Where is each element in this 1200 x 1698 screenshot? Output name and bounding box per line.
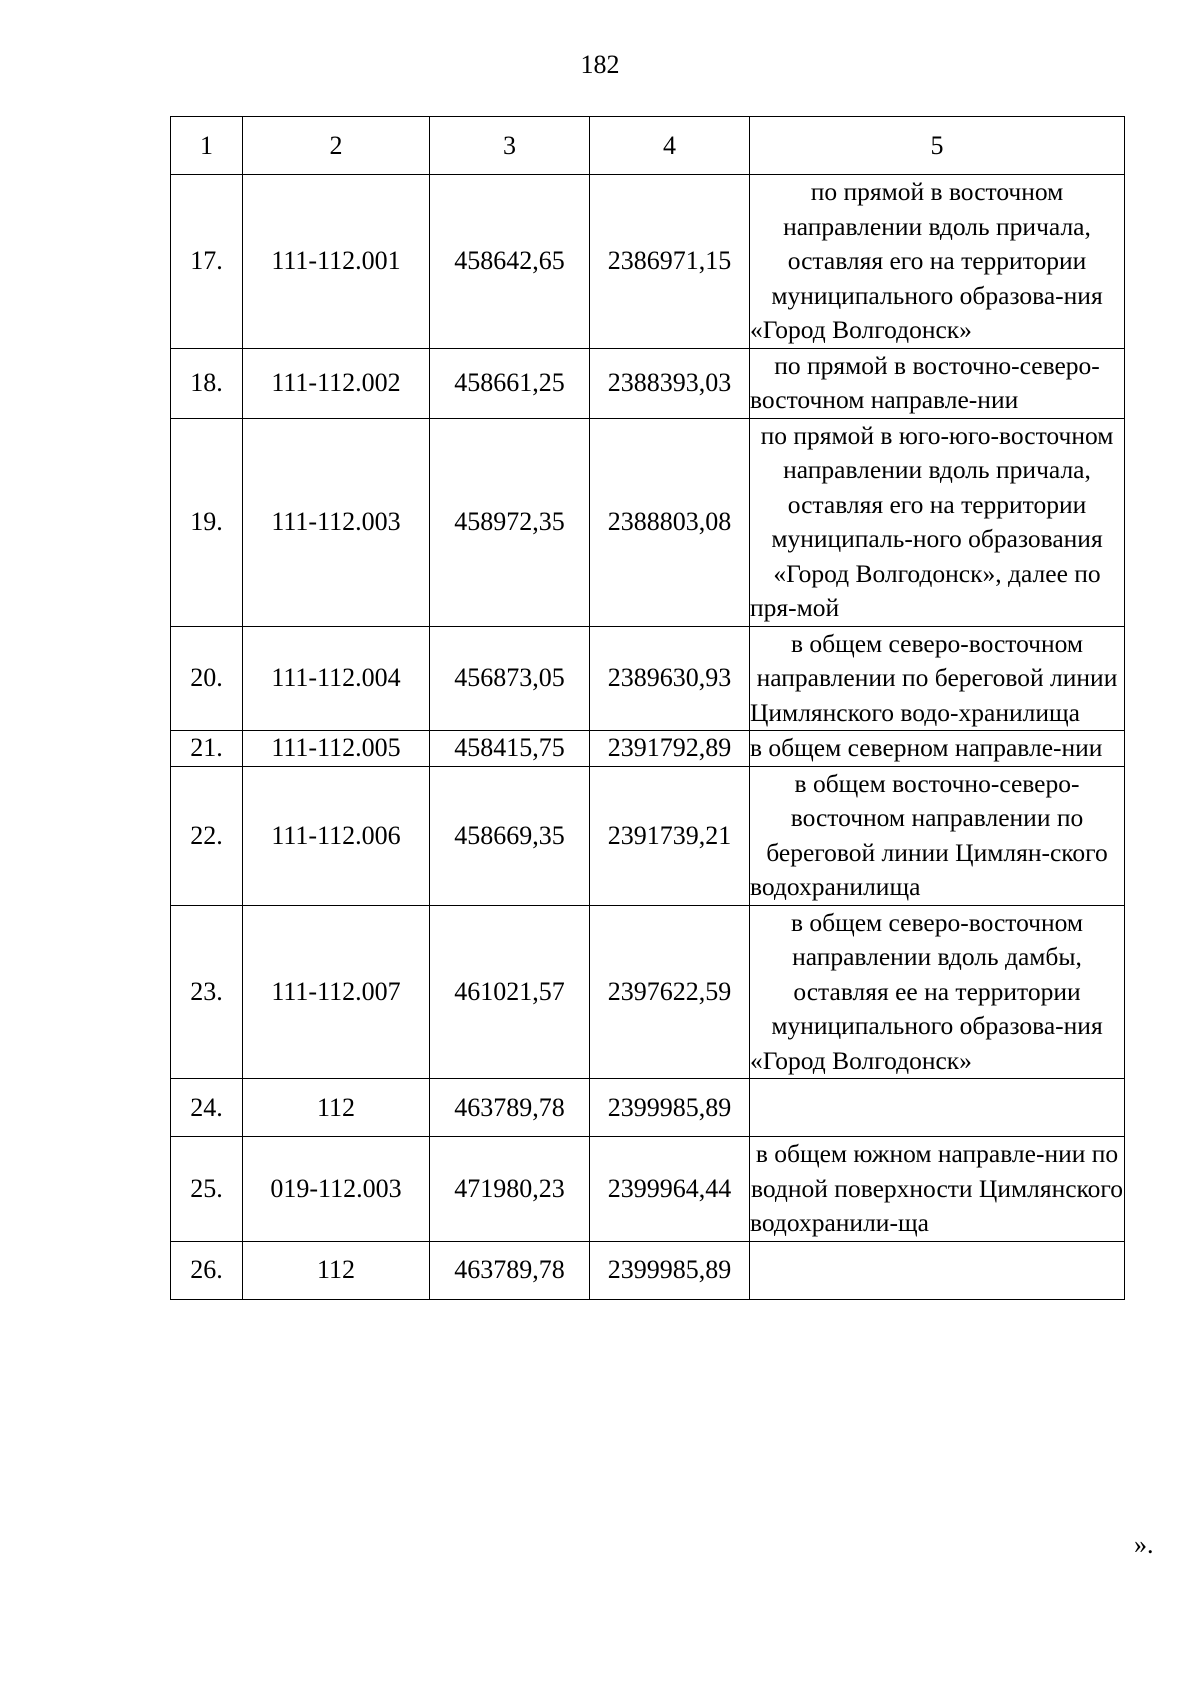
row-number: 19. bbox=[171, 418, 243, 626]
point-code: 111-112.001 bbox=[243, 175, 430, 349]
boundary-description bbox=[750, 1079, 1125, 1137]
coord-y: 2399964,44 bbox=[590, 1137, 750, 1242]
coord-y: 2386971,15 bbox=[590, 175, 750, 349]
table-row bbox=[171, 1079, 1125, 1137]
coord-x: 471980,23 bbox=[430, 1137, 590, 1242]
table-row bbox=[171, 1241, 1125, 1299]
boundary-description: по прямой в юго-юго-восточном направлении вдоль причала, оставляя его на территории муниципаль-ного образования «Город Волгодонск», далее по пря-мой bbox=[750, 418, 1125, 626]
closing-quote-mark: ». bbox=[1134, 1530, 1154, 1559]
point-code: 019-112.003 bbox=[243, 1137, 430, 1242]
point-code: 111-112.006 bbox=[243, 766, 430, 905]
boundary-description: в общем южном направле-нии по водной поверхности Цимлянского водохранили-ща bbox=[750, 1137, 1125, 1242]
coord-x: 461021,57 bbox=[430, 905, 590, 1079]
row-number: 26. bbox=[171, 1241, 243, 1299]
coord-y: 2391739,21 bbox=[590, 766, 750, 905]
table-row bbox=[171, 1137, 1125, 1242]
table-header-row bbox=[171, 117, 1125, 175]
point-code: 112 bbox=[243, 1241, 430, 1299]
coord-y: 2388803,08 bbox=[590, 418, 750, 626]
point-code: 111-112.003 bbox=[243, 418, 430, 626]
table-row bbox=[171, 766, 1125, 905]
boundary-description: в общем северо-восточном направлении вдоль дамбы, оставляя ее на территории муниципального образова-ния «Город Волгодонск» bbox=[750, 905, 1125, 1079]
coordinates-table bbox=[170, 116, 1125, 1300]
boundary-description bbox=[750, 1241, 1125, 1299]
coord-y: 2399985,89 bbox=[590, 1079, 750, 1137]
coord-y: 2397622,59 bbox=[590, 905, 750, 1079]
row-number: 17. bbox=[171, 175, 243, 349]
point-code: 111-112.005 bbox=[243, 731, 430, 767]
table-row bbox=[171, 348, 1125, 418]
table-row bbox=[171, 626, 1125, 731]
coord-x: 456873,05 bbox=[430, 626, 590, 731]
header-cell-5: 5 bbox=[750, 117, 1125, 175]
table-row bbox=[171, 905, 1125, 1079]
row-number: 22. bbox=[171, 766, 243, 905]
header-cell-2: 2 bbox=[243, 117, 430, 175]
table-row bbox=[171, 175, 1125, 349]
row-number: 24. bbox=[171, 1079, 243, 1137]
boundary-description: в общем восточно-северо-восточном направлении по береговой линии Цимлян-ского водохранилища bbox=[750, 766, 1125, 905]
boundary-description: по прямой в восточно-северо-восточном направле-нии bbox=[750, 348, 1125, 418]
header-cell-4: 4 bbox=[590, 117, 750, 175]
coord-x: 458972,35 bbox=[430, 418, 590, 626]
coord-x: 463789,78 bbox=[430, 1079, 590, 1137]
boundary-description: в общем северо-восточном направлении по береговой линии Цимлянского водо-хранилища bbox=[750, 626, 1125, 731]
coord-y: 2388393,03 bbox=[590, 348, 750, 418]
header-cell-1: 1 bbox=[171, 117, 243, 175]
coord-x: 458642,65 bbox=[430, 175, 590, 349]
coord-x: 463789,78 bbox=[430, 1241, 590, 1299]
row-number: 21. bbox=[171, 731, 243, 767]
boundary-description: в общем северном направле-нии bbox=[750, 731, 1125, 767]
row-number: 25. bbox=[171, 1137, 243, 1242]
point-code: 111-112.002 bbox=[243, 348, 430, 418]
table-row bbox=[171, 731, 1125, 767]
point-code: 111-112.004 bbox=[243, 626, 430, 731]
point-code: 111-112.007 bbox=[243, 905, 430, 1079]
coord-y: 2391792,89 bbox=[590, 731, 750, 767]
coord-x: 458415,75 bbox=[430, 731, 590, 767]
page-number: 182 bbox=[580, 50, 620, 79]
table-row bbox=[171, 418, 1125, 626]
header-cell-3: 3 bbox=[430, 117, 590, 175]
point-code: 112 bbox=[243, 1079, 430, 1137]
row-number: 18. bbox=[171, 348, 243, 418]
coord-y: 2389630,93 bbox=[590, 626, 750, 731]
coord-x: 458661,25 bbox=[430, 348, 590, 418]
row-number: 20. bbox=[171, 626, 243, 731]
row-number: 23. bbox=[171, 905, 243, 1079]
coord-x: 458669,35 bbox=[430, 766, 590, 905]
coord-y: 2399985,89 bbox=[590, 1241, 750, 1299]
boundary-description: по прямой в восточном направлении вдоль причала, оставляя его на территории муниципального образова-ния «Город Волгодонск» bbox=[750, 175, 1125, 349]
